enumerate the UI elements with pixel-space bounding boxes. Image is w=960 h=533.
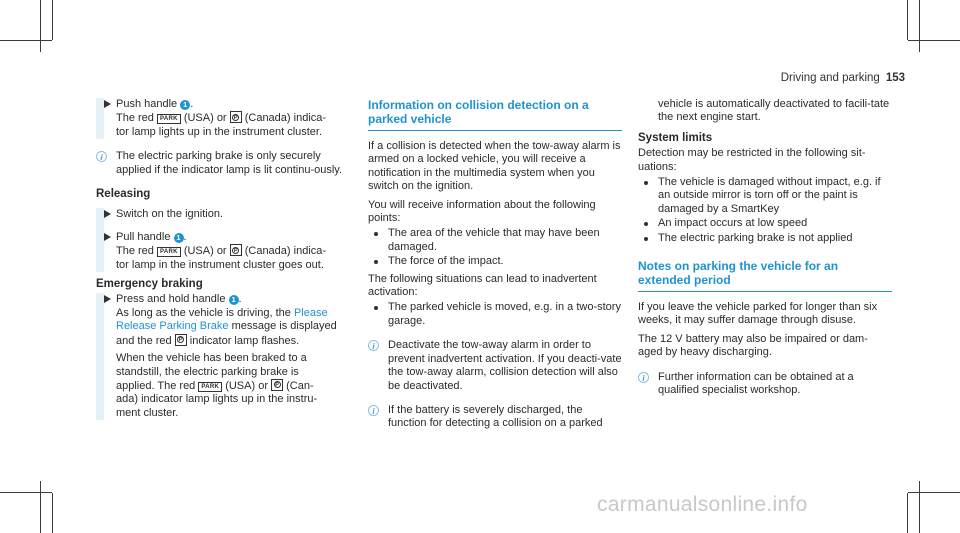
bullet-list <box>368 227 622 268</box>
crop-mark <box>52 0 53 40</box>
crop-mark <box>908 492 960 493</box>
paragraph: Detection may be restricted in the following sit-uations: <box>638 147 866 173</box>
step-text: message is displayed <box>231 320 337 333</box>
list-item: The electric parking brake is not applied <box>638 232 892 245</box>
step-text: . <box>190 98 194 110</box>
parking-circle-icon <box>175 334 187 346</box>
info-icon: i <box>96 151 107 162</box>
system-limits-heading: System limits <box>638 131 713 144</box>
step-text: . <box>238 293 242 306</box>
section-heading: Information on collision detection on a parked vehicle <box>368 98 622 131</box>
section-title: Driving and parking <box>780 72 880 84</box>
step-item <box>116 231 346 272</box>
crop-mark <box>907 0 908 40</box>
page-header <box>781 72 905 85</box>
parking-circle-icon <box>230 111 242 123</box>
step-bar <box>96 293 104 420</box>
info-note <box>96 150 346 177</box>
crop-mark <box>52 493 53 533</box>
handle-number-icon: 1 <box>229 295 239 305</box>
page-number: 153 <box>885 72 905 84</box>
step-arrow-icon <box>104 100 111 108</box>
step-block <box>96 98 346 139</box>
step-text: ment cluster. <box>116 406 179 419</box>
step-text: (USA) or <box>183 112 227 125</box>
list-item: The parked vehicle is moved, e.g. in a two-story garage. <box>368 301 622 328</box>
step-item <box>116 98 346 139</box>
step-text: Switch on the ignition. <box>116 208 224 221</box>
crop-mark <box>919 481 920 533</box>
step-text: applied. The red <box>116 379 196 392</box>
step-block <box>96 208 346 272</box>
step-text: Pull handle <box>116 230 171 243</box>
step-text: tor lamp lights up in the instrument cluster. <box>116 125 323 138</box>
heading-text: Emergency braking <box>96 278 203 291</box>
step-bar <box>96 98 104 139</box>
column-3 <box>638 98 892 409</box>
step-text: (Canada) indica- <box>244 112 327 125</box>
info-note <box>368 339 622 393</box>
releasing-heading: Releasing <box>96 188 151 201</box>
step-bar <box>96 208 104 272</box>
paragraph: You will receive information about the following points: <box>368 198 596 225</box>
note-text: The electric parking brake is only securely applied if the indicator lamp is lit continu-ously. <box>116 150 343 176</box>
step-arrow-icon <box>104 233 111 241</box>
step-arrow-icon <box>104 210 111 218</box>
info-note <box>368 404 622 431</box>
bullet-list <box>638 176 892 245</box>
step-item <box>116 208 346 221</box>
step-text: (USA) or <box>183 245 227 258</box>
list-item: An impact occurs at low speed <box>638 217 892 230</box>
crop-mark <box>40 481 41 533</box>
watermark: carmanualsonline.info <box>597 493 808 516</box>
crop-mark <box>907 493 908 533</box>
step-text: Push handle <box>116 98 178 110</box>
paragraph: If you leave the vehicle parked for longer than six weeks, it may suffer damage through disuse. <box>638 301 878 327</box>
info-icon: i <box>368 405 379 416</box>
note-text: Further information can be obtained at a qualified specialist workshop. <box>658 370 854 397</box>
step-text: (Can- <box>286 379 314 392</box>
column-1 <box>96 98 346 425</box>
bullet-list <box>368 301 622 328</box>
step-text: Press and hold handle <box>116 293 226 306</box>
step-block <box>96 293 346 420</box>
park-lamp-icon: PARK <box>157 114 181 124</box>
info-icon: i <box>368 340 379 351</box>
step-item <box>116 293 346 420</box>
step-text: and the red <box>116 334 172 347</box>
list-item: The force of the impact. <box>368 255 622 268</box>
crop-mark <box>908 40 960 41</box>
info-note <box>638 371 892 398</box>
step-text: tor lamp in the instrument cluster goes out. <box>116 258 324 271</box>
paragraph: vehicle is automatically deactivated to facili-tate the next engine start. <box>658 98 890 124</box>
crop-mark <box>0 40 52 41</box>
step-text: (Canada) indica- <box>244 245 327 258</box>
step-text: standstill, the electric parking brake is <box>116 365 299 378</box>
crop-mark <box>40 0 41 52</box>
step-text: ada) indicator lamp lights up in the instru- <box>116 393 318 406</box>
note-text: If the battery is severely discharged, the function for detecting a collision on a parked <box>388 403 603 430</box>
crop-mark <box>0 492 52 493</box>
step-text: The red <box>116 245 154 258</box>
handle-number-icon: 1 <box>180 100 190 110</box>
info-icon: i <box>638 372 649 383</box>
step-text: . <box>183 230 187 243</box>
list-item: The area of the vehicle that may have been damaged. <box>368 227 622 254</box>
parking-circle-icon <box>271 379 283 391</box>
emergency-heading <box>96 278 346 291</box>
step-arrow-icon <box>104 295 111 303</box>
park-lamp-icon: PARK <box>157 247 181 257</box>
parking-circle-icon <box>230 244 242 256</box>
column-2 <box>368 98 622 442</box>
section-heading: Notes on parking the vehicle for an extended period <box>638 259 892 292</box>
park-lamp-icon: PARK <box>198 382 222 392</box>
step-text: When the vehicle has been braked to a <box>116 352 307 365</box>
step-text: indicator lamp flashes. <box>189 334 300 347</box>
step-text: The red <box>116 112 154 125</box>
paragraph: The following situations can lead to inadvertent activation: <box>368 272 597 299</box>
note-text: Deactivate the tow-away alarm in order to prevent inadvertent activation. If you deacti-vate the tow-away alarm, collision detection will also be deactivated. <box>388 339 622 392</box>
handle-number-icon: 1 <box>174 233 184 243</box>
list-item: The vehicle is damaged without impact, e.g. if an outside mirror is torn off or the paint is damaged by a SmartKey <box>638 176 892 216</box>
crop-mark <box>919 0 920 52</box>
paragraph: If a collision is detected when the tow-away alarm is armed on a locked vehicle, you will receive a notification in the multimedia system when you switch on the ignition. <box>368 140 621 193</box>
display-message: Please Release Parking Brake <box>116 306 328 333</box>
step-text: (USA) or <box>225 379 268 392</box>
paragraph: The 12 V battery may also be impaired or dam-aged by heavy discharging. <box>638 332 868 359</box>
step-text: As long as the vehicle is driving, the <box>116 306 291 319</box>
